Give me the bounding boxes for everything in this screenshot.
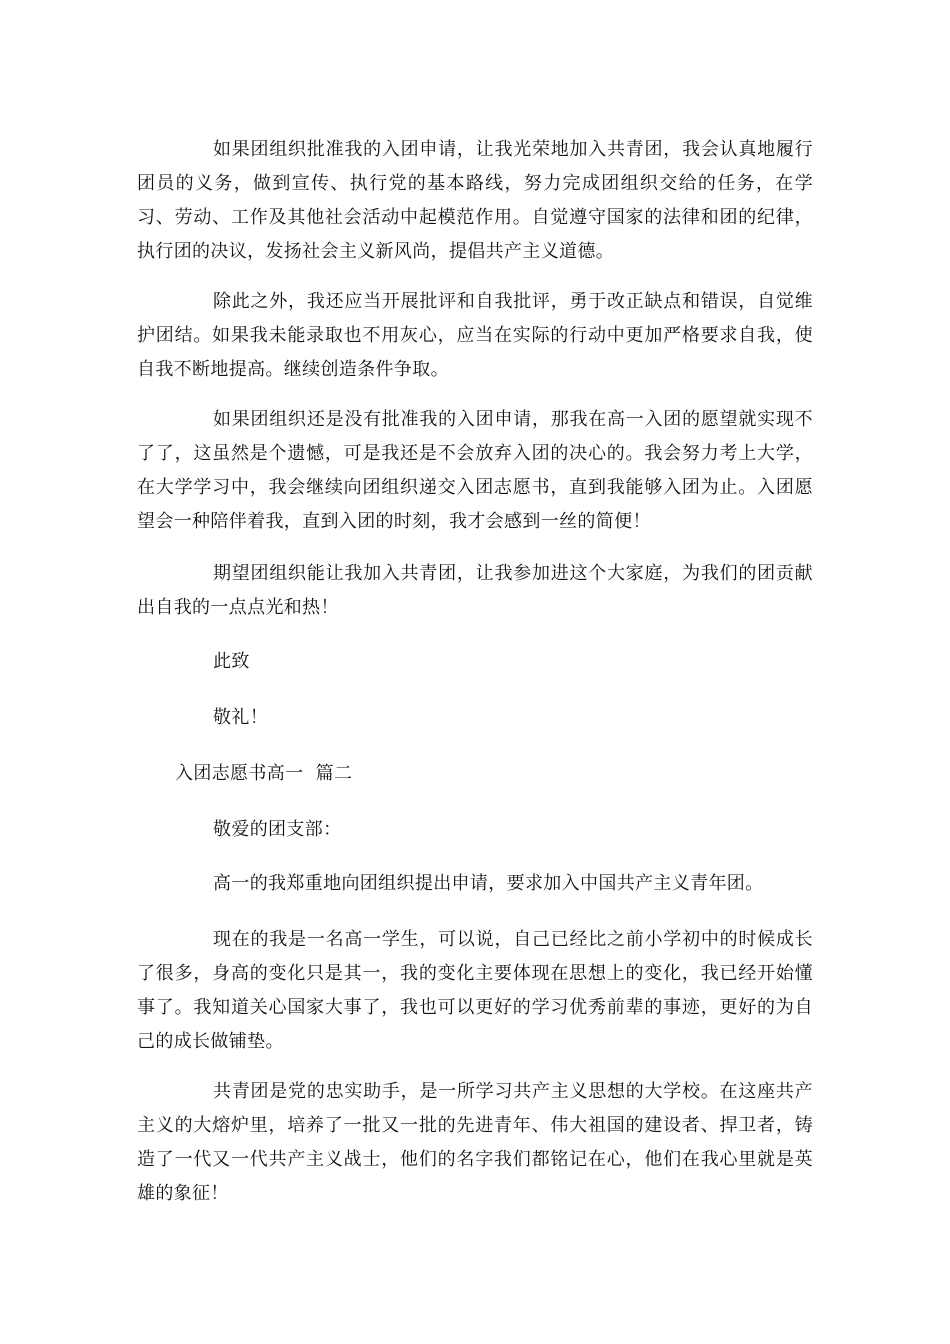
- paragraph-hope: 期望团组织能让我加入共青团，让我参加进这个大家庭，为我们的团贡献出自我的一点点光和热！: [137, 563, 813, 618]
- paragraph-current-self: 现在的我是一名高一学生，可以说，自己已经比之前小学初中的时候成长了很多，身高的变化只是其一，我的变化主要体现在思想上的变化，我已经开始懂事了。我知道关心国家大事了，我也可以更好的学习优秀前辈的事迹，更好的为自己的成长做铺垫。: [137, 929, 813, 1052]
- closing-jingli: 敬礼！: [213, 707, 269, 728]
- paragraph-if-not-approved: 如果团组织还是没有批准我的入团申请，那我在高一入团的愿望就实现不了了，这虽然是个遗憾，可是我还是不会放弃入团的决心的。我会努力考上大学，在大学学习中，我会继续向团组织递交入团志愿书，直到我能够入团为止。入团愿望会一种陪伴着我，直到入团的时刻，我才会感到一丝的简便！: [137, 409, 813, 532]
- paragraph-application: 高一的我郑重地向团组织提出申请，要求加入中国共产主义青年团。: [213, 873, 764, 894]
- closing-cizhi: 此致: [213, 651, 250, 672]
- paragraph-approval-pledge: 如果团组织批准我的入团申请，让我光荣地加入共青团，我会认真地履行团员的义务，做到宣传、执行党的基本路线，努力完成团组织交给的任务，在学习、劳动、工作及其他社会活动中起模范作用。自觉遵守国家的法律和团的纪律，执行团的决议，发扬社会主义新风尚，提倡共产主义道德。: [137, 139, 813, 262]
- paragraph-youth-league: 共青团是党的忠实助手，是一所学习共产主义思想的大学校。在这座共产主义的大熔炉里，培养了一批又一批的先进青年、伟大祖国的建设者、捍卫者，铸造了一代又一代共产主义战士，他们的名字我们都铭记在心，他们在我心里就是英雄的象征！: [137, 1081, 813, 1204]
- paragraph-self-criticism: 除此之外，我还应当开展批评和自我批评，勇于改正缺点和错误，自觉维护团结。如果我未能录取也不用灰心，应当在实际的行动中更加严格要求自我，使自我不断地提高。继续创造条件争取。: [137, 291, 813, 380]
- salutation: 敬爱的团支部：: [213, 819, 342, 840]
- section-heading: 入团志愿书高一 篇二: [175, 763, 353, 784]
